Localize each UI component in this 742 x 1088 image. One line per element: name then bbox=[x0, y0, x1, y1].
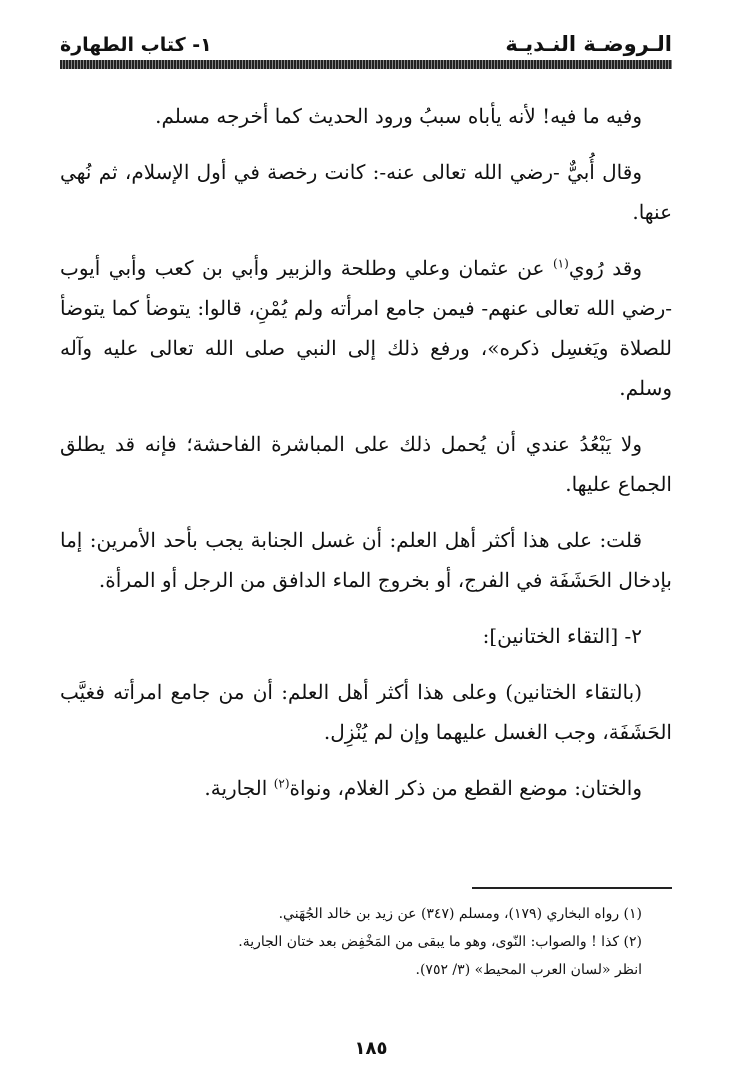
footnote: انظر «لسان العرب المحيط» (٣/ ٧٥٢). bbox=[415, 962, 642, 978]
paragraph: وقال أُبيٌّ -رضي الله تعالى عنه-: كانت رخصة في أول الإسلام، ثم نُهي عنها. bbox=[60, 160, 672, 224]
footnote-ref-2: (٢) bbox=[273, 776, 290, 791]
footnote-rule bbox=[472, 887, 672, 889]
paragraph-text: عن عثمان وعلي وطلحة والزبير وأبي بن كعب وأبي أيوب -رضي الله تعالى عنهم- فيمن جامع امرأته ولم يُمْنِ، قالوا: يتوضأ كما يتوضأ للصلاة ويَغسِل ذكره»، ورفع ذلك إلى النبي صلى الله تعالى عليه وآله وسلم. bbox=[60, 256, 672, 400]
book-title: الـروضـة النـديـة bbox=[505, 32, 672, 56]
paragraph: قلت: على هذا أكثر أهل العلم: أن غسل الجنابة يجب بأحد الأمرين: إما بإدخال الحَشَفَة في الفرج، أو بخروج الماء الدافق من الرجل أو المرأة. bbox=[60, 528, 672, 592]
paragraph: ولا يَبْعُدُ عندي أن يُحمل ذلك على المباشرة الفاحشة؛ فإنه قد يطلق الجماع عليها. bbox=[60, 432, 672, 496]
section-heading: ٢- [التقاء الختانين]: bbox=[482, 624, 642, 648]
footnote: (١) رواه البخاري (١٧٩)، ومسلم (٣٤٧) عن زيد بن خالد الجُهَني. bbox=[278, 906, 642, 922]
paragraph: (بالتقاء الختانين) وعلى هذا أكثر أهل العلم: أن من جامع امرأته فغيَّب الحَشَفَة، وجب الغسل عليهما وإن لم يُنْزِل. bbox=[60, 680, 672, 744]
paragraph-text: الجارية. bbox=[204, 776, 274, 800]
main-text bbox=[60, 96, 672, 824]
paragraph-text: والختان: موضع القطع من ذكر الغلام، ونواة bbox=[289, 776, 642, 800]
paragraph: وفيه ما فيه! لأنه يأباه سببُ ورود الحديث كما أخرجه مسلم. bbox=[155, 104, 642, 128]
footnote-ref-1: (١) bbox=[552, 256, 569, 271]
paragraph bbox=[60, 248, 672, 408]
running-header bbox=[60, 28, 672, 60]
paragraph-text: وقد رُوي bbox=[568, 256, 643, 280]
chapter-title: ١- كتاب الطهارة bbox=[60, 34, 212, 56]
footnote: (٢) كذا ! والصواب: النّوى، وهو ما يبقى من المَخْفِض بعد ختان الجارية. bbox=[238, 934, 642, 950]
footnotes bbox=[60, 900, 672, 984]
page-number: ١٨٥ bbox=[354, 1038, 388, 1059]
paragraph bbox=[60, 768, 672, 808]
header-rule bbox=[60, 60, 672, 69]
